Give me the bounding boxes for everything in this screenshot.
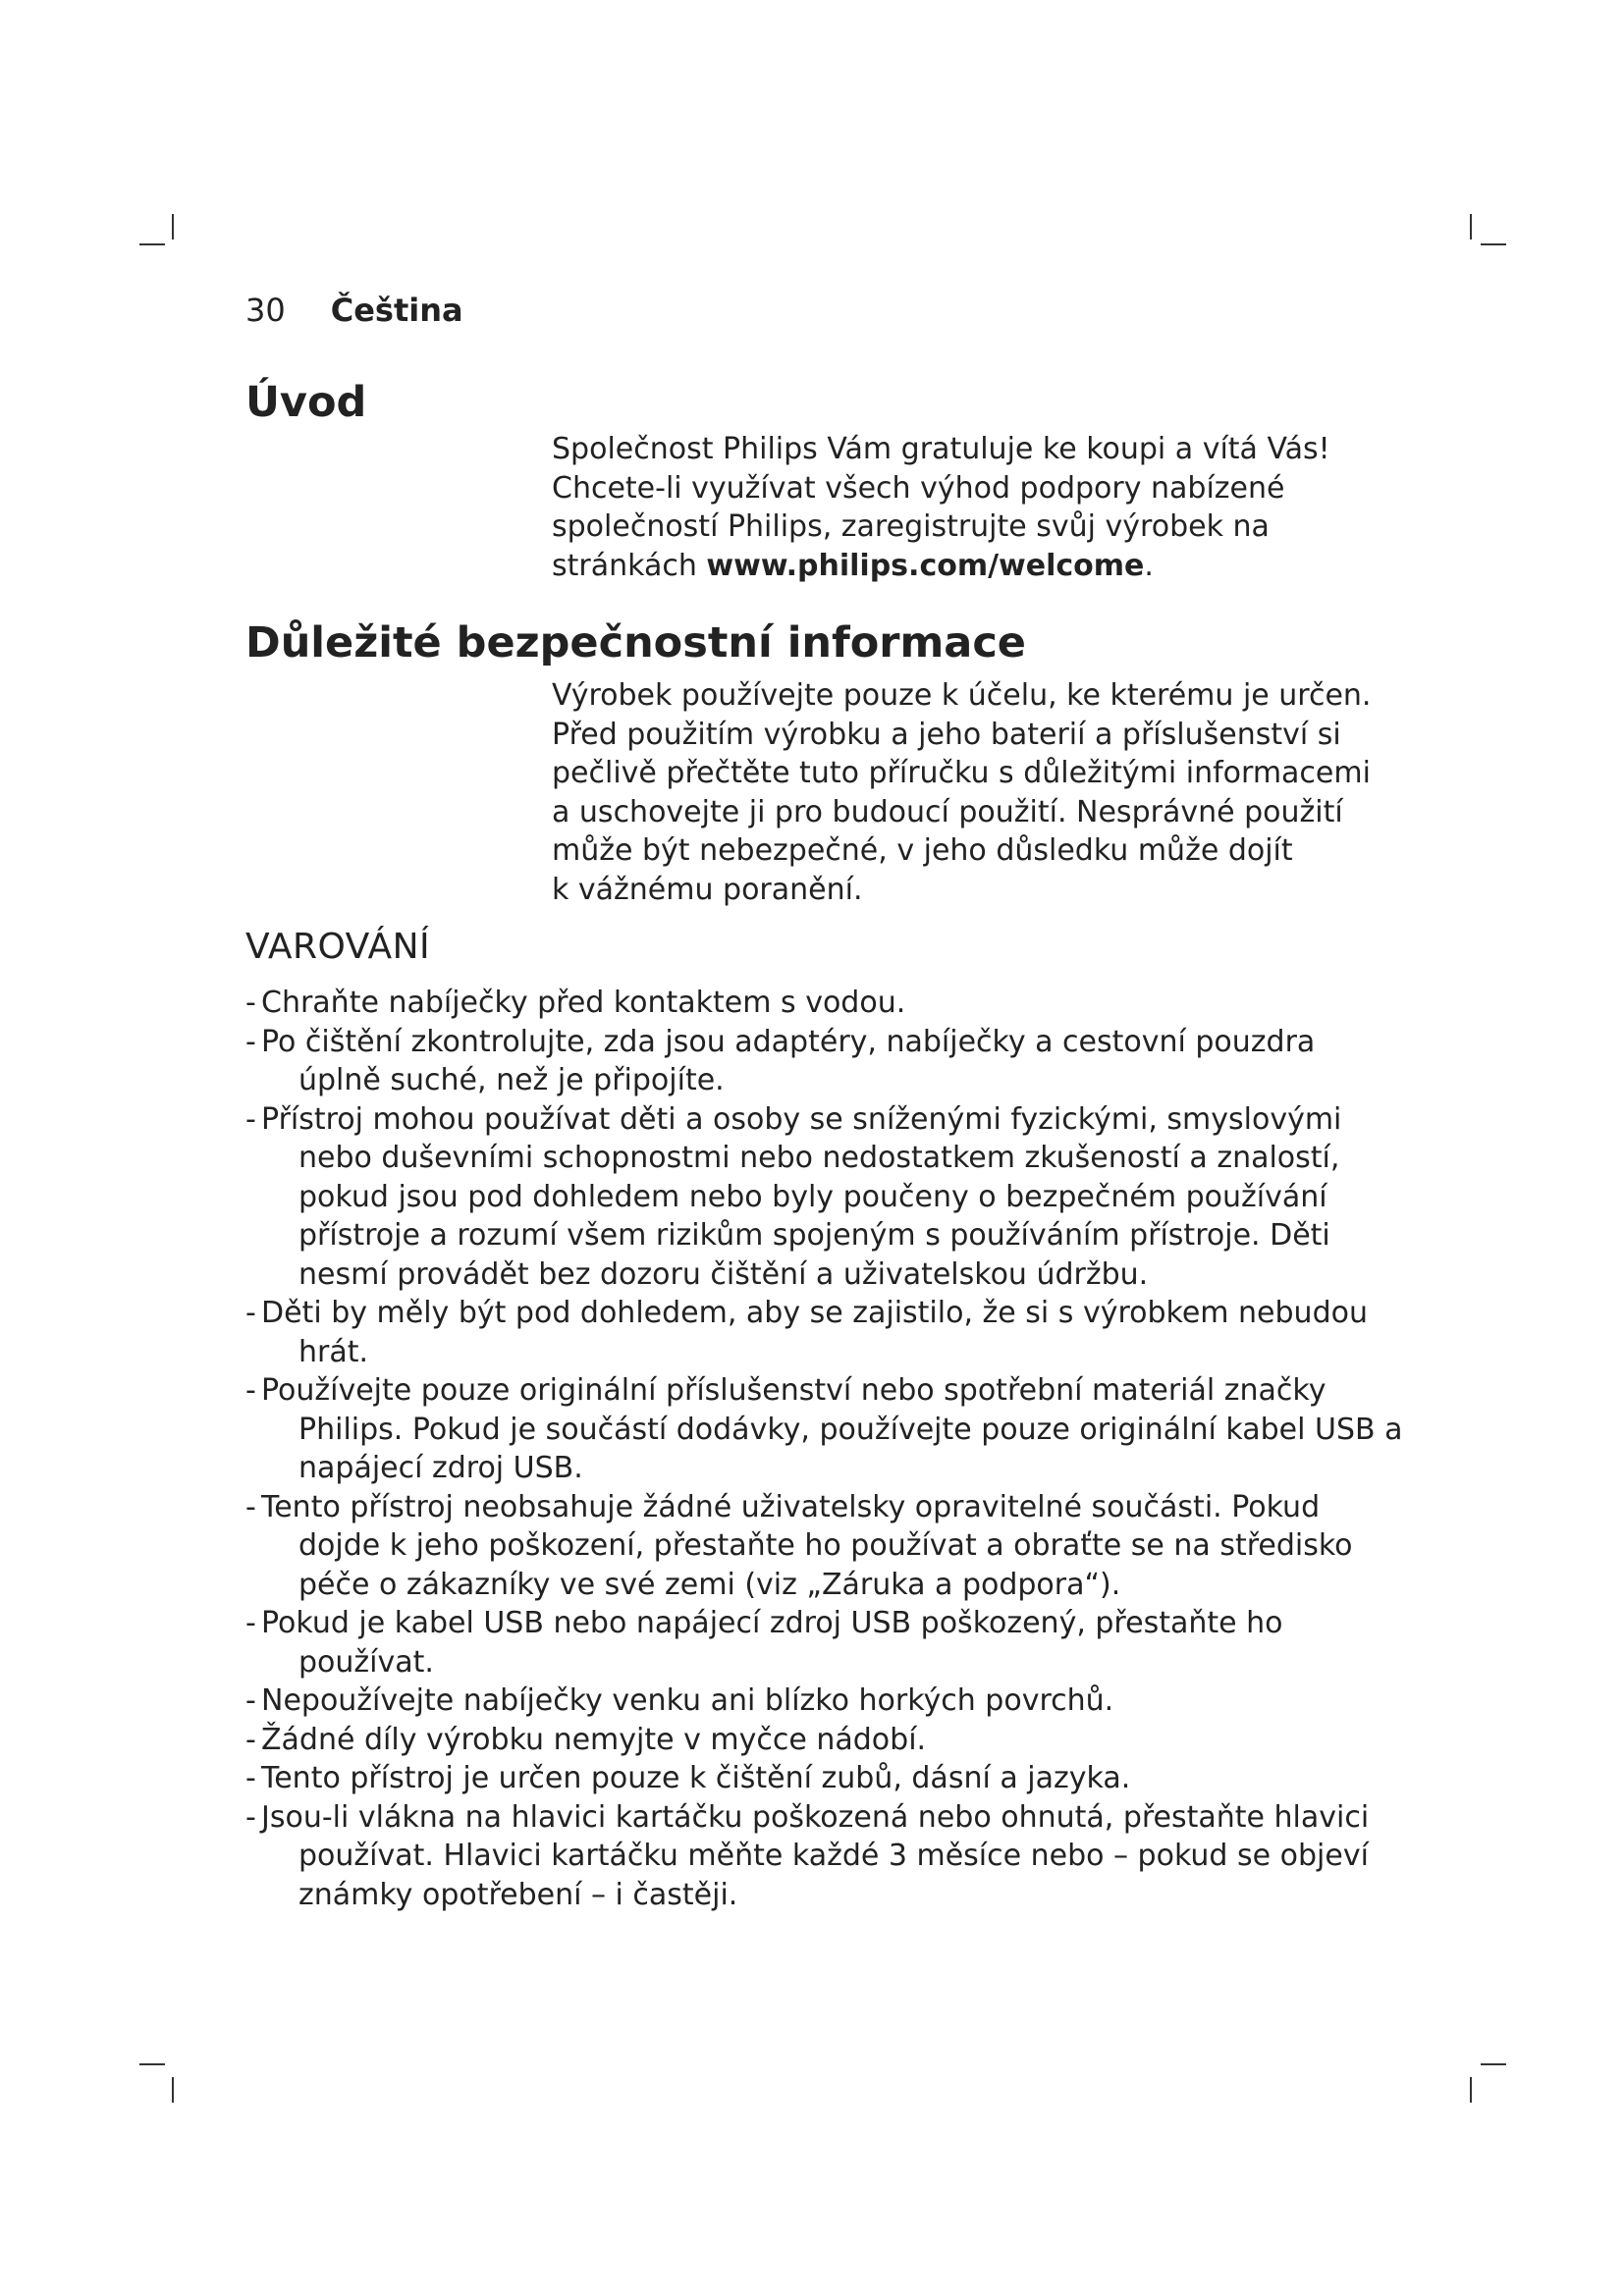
- intro-paragraph: [552, 430, 1396, 585]
- warning-item: [245, 1488, 1404, 1605]
- safety-heading: Důležité bezpečnostní informace: [245, 618, 1026, 667]
- warning-item: [245, 1604, 1404, 1682]
- safety-paragraph: [552, 676, 1396, 909]
- page-number: 30: [245, 292, 286, 329]
- warning-line: dojde k jeho poškození, přestaňte ho používat a obraťte se na středisko: [298, 1528, 1353, 1563]
- warning-line: Děti by měly být pod dohledem, aby se zajistilo, že si s výrobkem nebudou: [261, 1296, 1368, 1330]
- bullet-dash: -: [245, 986, 256, 1020]
- warning-line: používat.: [298, 1644, 434, 1680]
- safety-line: Před použitím výrobku a jeho baterií a příslušenství si: [552, 717, 1341, 752]
- warning-item: [245, 1682, 1404, 1721]
- warning-item: [245, 1721, 1404, 1760]
- safety-line: a uschovejte ji pro budoucí použití. Nesprávné použití: [552, 794, 1343, 829]
- page-language: Čeština: [330, 292, 463, 329]
- intro-line: Chcete-li využívat všech výhod podpory nabízené: [552, 470, 1285, 506]
- intro-line-suffix: .: [1144, 548, 1154, 583]
- warning-line: Pokud je kabel USB nebo napájecí zdroj USB poškozený, přestaňte ho: [261, 1606, 1283, 1640]
- warning-line: Philips. Pokud je součástí dodávky, používejte pouze originální kabel USB a: [298, 1412, 1403, 1447]
- crop-mark-top-left-horizontal: [139, 243, 165, 245]
- warning-line: Tento přístroj je určen pouze k čištění zubů, dásní a jazyka.: [261, 1761, 1131, 1795]
- bullet-dash: -: [245, 1101, 256, 1137]
- crop-mark-bottom-right-horizontal: [1481, 2063, 1506, 2065]
- warning-item: [245, 1100, 1404, 1295]
- safety-line: Výrobek používejte pouze k účelu, ke kterému je určen.: [552, 678, 1372, 713]
- warning-item: [245, 1798, 1404, 1915]
- safety-line: pečlivě přečtěte tuto příručku s důležitými informacemi: [552, 756, 1371, 790]
- warning-item: [245, 1294, 1404, 1371]
- welcome-url[interactable]: www.philips.com/welcome: [706, 548, 1145, 583]
- bullet-dash: -: [245, 1606, 256, 1640]
- crop-mark-bottom-right-vertical: [1470, 2077, 1472, 2103]
- intro-line-prefix: stránkách: [552, 548, 707, 583]
- warning-item: [245, 1371, 1404, 1488]
- warning-list: [245, 984, 1404, 1914]
- bullet-dash: -: [245, 1296, 256, 1330]
- warning-line: pokud jsou pod dohledem nebo byly poučeny o bezpečném používání: [298, 1179, 1327, 1214]
- bullet-dash: -: [245, 1683, 256, 1718]
- crop-mark-top-right-vertical: [1470, 214, 1472, 240]
- warning-line: přístroje a rozumí všem rizikům spojeným s používáním přístroje. Děti: [298, 1218, 1330, 1253]
- bullet-dash: -: [245, 1761, 256, 1795]
- warning-line: Tento přístroj neobsahuje žádné uživatelsky opravitelné součásti. Pokud: [261, 1489, 1321, 1524]
- warning-line: nesmí provádět bez dozoru čištění a uživatelskou údržbu.: [298, 1256, 1149, 1292]
- warning-item: [245, 984, 1404, 1023]
- warning-item: [245, 1023, 1404, 1100]
- intro-heading: Úvod: [245, 378, 367, 427]
- warning-item: [245, 1759, 1404, 1798]
- warning-line: Žádné díly výrobku nemyjte v myčce nádobí.: [261, 1722, 927, 1757]
- warning-line: známky opotřebení – i častěji.: [298, 1877, 738, 1912]
- intro-line: Společnost Philips Vám gratuluje ke koupi a vítá Vás!: [552, 432, 1330, 466]
- bullet-dash: -: [245, 1373, 256, 1408]
- warning-line: Chraňte nabíječky před kontaktem s vodou.: [261, 986, 906, 1020]
- safety-line: může být nebezpečné, v jeho důsledku může dojít: [552, 833, 1293, 868]
- warning-line: úplně suché, než je připojíte.: [298, 1063, 725, 1097]
- crop-mark-bottom-left-horizontal: [139, 2063, 165, 2065]
- running-header: [245, 291, 463, 330]
- warning-line: hrát.: [298, 1334, 369, 1369]
- warning-heading: VAROVÁNÍ: [245, 927, 431, 967]
- bullet-dash: -: [245, 1024, 256, 1059]
- intro-line: [552, 547, 1396, 586]
- intro-line: společností Philips, zaregistrujte svůj výrobek na: [552, 509, 1270, 544]
- warning-line: Přístroj mohou používat děti a osoby se sníženými fyzickými, smyslovými: [261, 1101, 1342, 1137]
- warning-line: Jsou-li vlákna na hlavici kartáčku poškozená nebo ohnutá, přestaňte hlavici: [261, 1799, 1370, 1835]
- warning-line: používat. Hlavici kartáčku měňte každé 3 měsíce nebo – pokud se objeví: [298, 1839, 1369, 1873]
- safety-line: k vážnému poranění.: [552, 872, 863, 907]
- crop-mark-top-left-vertical: [172, 214, 174, 240]
- crop-mark-top-right-horizontal: [1481, 243, 1506, 245]
- warning-line: Používejte pouze originální příslušenství nebo spotřební materiál značky: [261, 1373, 1326, 1408]
- warning-line: péče o zákazníky ve své zemi (viz „Záruka a podpora“).: [298, 1567, 1121, 1602]
- bullet-dash: -: [245, 1722, 256, 1757]
- bullet-dash: -: [245, 1799, 256, 1835]
- warning-line: Po čištění zkontrolujte, zda jsou adaptéry, nabíječky a cestovní pouzdra: [261, 1024, 1316, 1059]
- bullet-dash: -: [245, 1489, 256, 1524]
- warning-line: Nepoužívejte nabíječky venku ani blízko horkých povrchů.: [261, 1683, 1114, 1718]
- warning-line: napájecí zdroj USB.: [298, 1451, 583, 1485]
- warning-line: nebo duševními schopnostmi nebo nedostatkem zkušeností a znalostí,: [298, 1141, 1340, 1175]
- crop-mark-bottom-left-vertical: [172, 2077, 174, 2103]
